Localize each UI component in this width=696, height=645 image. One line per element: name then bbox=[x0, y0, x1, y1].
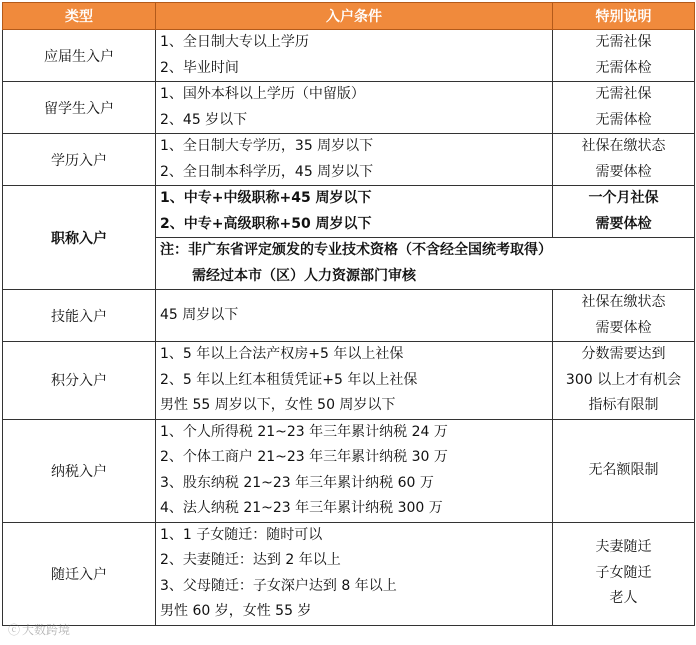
note-line: 社保在缴状态 bbox=[581, 294, 666, 310]
condition-line: 2、全日制本科学历，45 周岁以下 bbox=[160, 163, 374, 180]
table-row bbox=[3, 290, 695, 342]
row-notes bbox=[553, 30, 695, 82]
condition-line: 2、个体工商户 21~23 年三年累计纳税 30 万 bbox=[160, 449, 448, 465]
row-conditions bbox=[156, 186, 553, 238]
watermark-text: 大数跨境 bbox=[22, 623, 71, 637]
row-notes bbox=[553, 134, 695, 186]
row-type: 职称入户 bbox=[3, 186, 156, 290]
condition-line: 1、全日制大专以上学历 bbox=[160, 34, 309, 50]
row-type: 技能入户 bbox=[3, 290, 156, 342]
watermark bbox=[8, 621, 70, 638]
row-notes bbox=[553, 342, 695, 420]
note-line: 无需体检 bbox=[595, 59, 652, 76]
condition-line: 3、股东纳税 21~23 年三年累计纳税 60 万 bbox=[160, 474, 434, 491]
note-line: 需要体检 bbox=[595, 215, 652, 232]
condition-line: 男性 60 岁，女性 55 岁 bbox=[160, 603, 312, 619]
note-line: 指标有限制 bbox=[588, 397, 659, 413]
settlement-conditions-table bbox=[2, 2, 695, 626]
row-conditions bbox=[156, 290, 553, 342]
table-row bbox=[3, 186, 695, 238]
row-notes bbox=[553, 522, 695, 625]
condition-line: 2、毕业时间 bbox=[160, 59, 239, 76]
condition-line: 男性 55 周岁以下，女性 50 周岁以下 bbox=[160, 397, 396, 413]
row-conditions bbox=[156, 522, 553, 625]
row-conditions bbox=[156, 134, 553, 186]
note-line: 无需社保 bbox=[595, 34, 652, 50]
condition-line: 1、中专+中级职称+45 周岁以下 bbox=[160, 190, 372, 206]
condition-line: 2、中专+高级职称+50 周岁以下 bbox=[160, 215, 372, 232]
remark-line: 需经过本市（区）人力资源部门审核 bbox=[192, 267, 416, 284]
note-line: 子女随迁 bbox=[595, 564, 652, 581]
condition-line: 1、1 子女随迁：随时可以 bbox=[160, 526, 323, 543]
condition-line: 1、国外本科以上学历（中留版） bbox=[160, 86, 365, 102]
header-conditions: 入户条件 bbox=[156, 3, 553, 30]
row-conditions bbox=[156, 30, 553, 82]
table-row bbox=[3, 522, 695, 625]
table-row bbox=[3, 342, 695, 420]
condition-line: 1、5 年以上合法产权房+5 年以上社保 bbox=[160, 346, 404, 362]
condition-line: 4、法人纳税 21~23 年三年累计纳税 300 万 bbox=[160, 500, 443, 516]
note-line: 一个月社保 bbox=[588, 190, 659, 206]
note-line: 300 以上才有机会 bbox=[565, 371, 682, 388]
note-line: 无需体检 bbox=[595, 111, 652, 128]
table-row bbox=[3, 134, 695, 186]
row-type: 留学生入户 bbox=[3, 82, 156, 134]
header-notes: 特别说明 bbox=[553, 3, 695, 30]
note-line: 无需社保 bbox=[595, 86, 652, 102]
condition-line: 1、个人所得税 21~23 年三年累计纳税 24 万 bbox=[160, 423, 448, 440]
table-row bbox=[3, 419, 695, 522]
condition-line: 45 周岁以下 bbox=[160, 306, 239, 323]
row-conditions bbox=[156, 419, 553, 522]
note-line: 分数需要达到 bbox=[581, 346, 666, 362]
header-type: 类型 bbox=[3, 3, 156, 30]
table-header-row bbox=[3, 3, 695, 30]
note-line: 需要体检 bbox=[595, 319, 652, 336]
row-notes bbox=[553, 186, 695, 238]
table-row bbox=[3, 30, 695, 82]
condition-line: 3、父母随迁：子女深户达到 8 年以上 bbox=[160, 577, 397, 594]
note-line: 社保在缴状态 bbox=[581, 138, 666, 154]
row-remark bbox=[156, 238, 695, 290]
condition-line: 2、夫妻随迁：达到 2 年以上 bbox=[160, 552, 341, 568]
row-notes bbox=[553, 290, 695, 342]
condition-line: 2、45 岁以下 bbox=[160, 111, 248, 128]
row-notes bbox=[553, 419, 695, 522]
row-conditions bbox=[156, 82, 553, 134]
row-type: 随迁入户 bbox=[3, 522, 156, 625]
row-type: 应届生入户 bbox=[3, 30, 156, 82]
condition-line: 1、全日制大专学历，35 周岁以下 bbox=[160, 138, 374, 154]
row-type: 积分入户 bbox=[3, 342, 156, 420]
row-type: 学历入户 bbox=[3, 134, 156, 186]
condition-line: 2、5 年以上红本租赁凭证+5 年以上社保 bbox=[160, 371, 418, 388]
row-conditions bbox=[156, 342, 553, 420]
watermark-logo-icon: ⓒ bbox=[8, 623, 21, 637]
note-line: 无名额限制 bbox=[588, 461, 659, 478]
row-notes bbox=[553, 82, 695, 134]
note-line: 夫妻随迁 bbox=[595, 539, 652, 556]
note-line: 老人 bbox=[609, 590, 638, 607]
row-type: 纳税入户 bbox=[3, 419, 156, 522]
table-row bbox=[3, 82, 695, 134]
note-line: 需要体检 bbox=[595, 163, 652, 180]
remark-line: 注：非广东省评定颁发的专业技术资格（不含经全国统考取得） bbox=[160, 242, 552, 258]
